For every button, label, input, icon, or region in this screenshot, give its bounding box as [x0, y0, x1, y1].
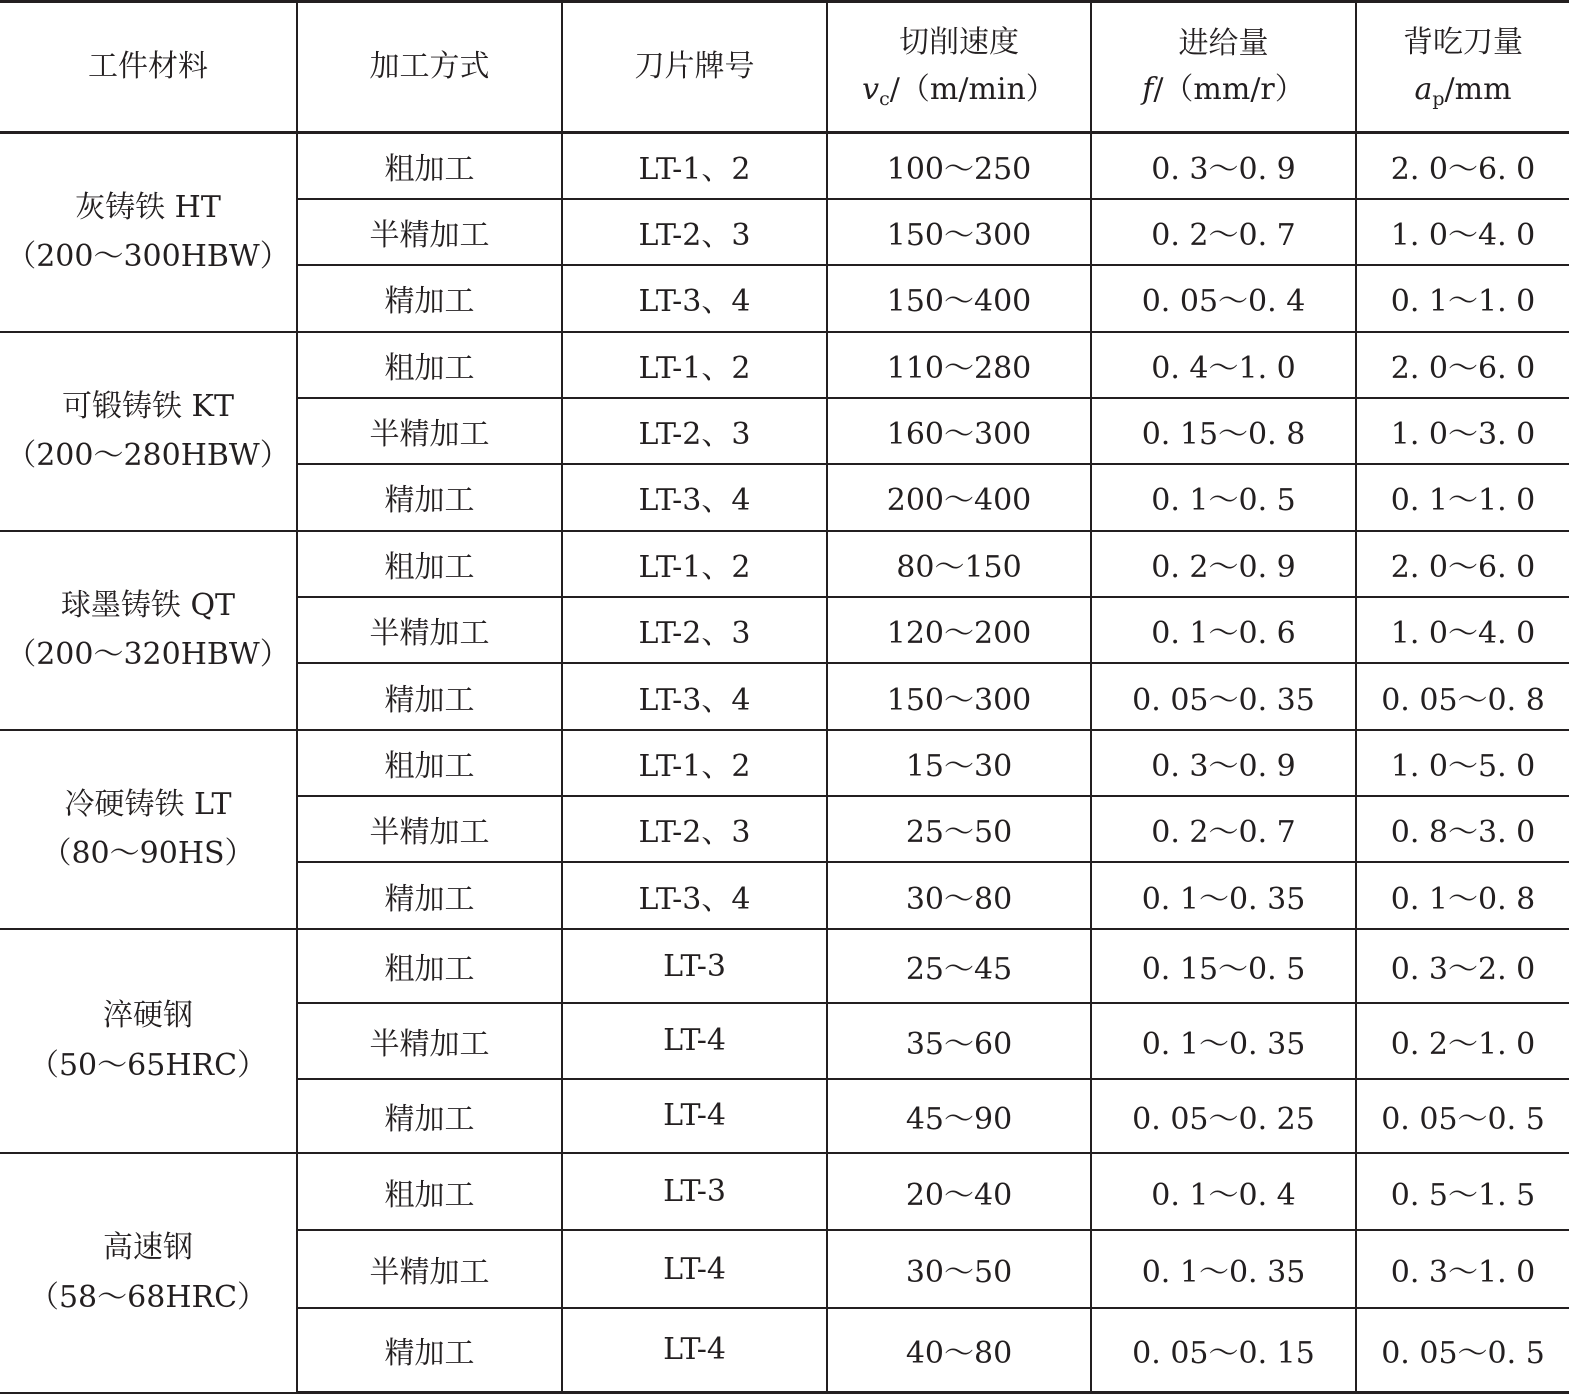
table-row	[0, 929, 1569, 1003]
feed-cell: 0. 1～0. 4	[1091, 1153, 1356, 1230]
depth-of-cut-cell: 2. 0～6. 0	[1356, 133, 1569, 199]
table-row	[0, 332, 1569, 398]
header-feed-title: 进给量	[1178, 25, 1269, 61]
grade-cell: LT-3、4	[562, 862, 827, 928]
method-cell: 半精加工	[297, 1003, 562, 1078]
cutting-speed-cell: 160～300	[827, 398, 1091, 464]
speed-subscript: c	[879, 87, 890, 110]
material-name: 灰铸铁 HT	[75, 189, 221, 225]
grade-cell: LT-1、2	[562, 133, 827, 199]
feed-cell: 0. 2～0. 7	[1091, 796, 1356, 862]
depth-of-cut-cell: 0. 1～1. 0	[1356, 265, 1569, 331]
method-cell: 半精加工	[297, 199, 562, 265]
grade-cell: LT-1、2	[562, 730, 827, 796]
depth-unit: /mm	[1444, 71, 1512, 107]
grade-cell: LT-3	[562, 929, 827, 1003]
grade-cell: LT-3、4	[562, 464, 827, 530]
feed-cell: 0. 3～0. 9	[1091, 730, 1356, 796]
method-cell: 精加工	[297, 464, 562, 530]
depth-symbol: a	[1414, 71, 1433, 107]
depth-of-cut-cell: 1. 0～4. 0	[1356, 199, 1569, 265]
header-feed-unit-line	[1092, 67, 1355, 114]
depth-of-cut-cell: 1. 0～3. 0	[1356, 398, 1569, 464]
material-cell	[0, 730, 297, 929]
method-cell: 精加工	[297, 1308, 562, 1393]
header-speed-title: 切削速度	[899, 25, 1019, 61]
depth-of-cut-cell: 2. 0～6. 0	[1356, 531, 1569, 597]
cutting-speed-cell: 30～50	[827, 1230, 1091, 1307]
grade-cell: LT-1、2	[562, 332, 827, 398]
method-cell: 粗加工	[297, 531, 562, 597]
depth-of-cut-cell: 0. 3～1. 0	[1356, 1230, 1569, 1307]
method-cell: 半精加工	[297, 796, 562, 862]
cutting-speed-cell: 40～80	[827, 1308, 1091, 1393]
material-name: 淬硬钢	[103, 998, 193, 1034]
method-cell: 半精加工	[297, 398, 562, 464]
method-cell: 粗加工	[297, 332, 562, 398]
depth-of-cut-cell: 1. 0～5. 0	[1356, 730, 1569, 796]
speed-unit: /（m/min）	[889, 71, 1056, 107]
material-hardness: （200～320HBW）	[6, 637, 290, 673]
material-hardness: （58～68HRC）	[28, 1279, 268, 1315]
depth-of-cut-cell: 0. 1～0. 8	[1356, 862, 1569, 928]
method-cell: 精加工	[297, 1079, 562, 1153]
depth-of-cut-cell: 1. 0～4. 0	[1356, 597, 1569, 663]
method-cell: 精加工	[297, 862, 562, 928]
feed-cell: 0. 1～0. 5	[1091, 464, 1356, 530]
header-depth-title: 背吃刀量	[1403, 25, 1523, 61]
feed-cell: 0. 3～0. 9	[1091, 133, 1356, 199]
header-grade: 刀片牌号	[562, 2, 827, 133]
depth-of-cut-cell: 0. 3～2. 0	[1356, 929, 1569, 1003]
cutting-speed-cell: 35～60	[827, 1003, 1091, 1078]
grade-cell: LT-1、2	[562, 531, 827, 597]
depth-of-cut-cell: 2. 0～6. 0	[1356, 332, 1569, 398]
cutting-speed-cell: 120～200	[827, 597, 1091, 663]
speed-symbol: v	[862, 71, 880, 107]
feed-cell: 0. 2～0. 7	[1091, 199, 1356, 265]
cutting-speed-cell: 30～80	[827, 862, 1091, 928]
feed-cell: 0. 05～0. 15	[1091, 1308, 1356, 1393]
header-speed-unit-line	[828, 67, 1090, 114]
cutting-speed-cell: 45～90	[827, 1079, 1091, 1153]
depth-of-cut-cell: 0. 2～1. 0	[1356, 1003, 1569, 1078]
cutting-speed-cell: 100～250	[827, 133, 1091, 199]
cutting-speed-cell: 20～40	[827, 1153, 1091, 1230]
material-name: 冷硬铸铁 LT	[64, 786, 232, 822]
feed-cell: 0. 05～0. 35	[1091, 663, 1356, 729]
method-cell: 粗加工	[297, 133, 562, 199]
material-hardness: （50～65HRC）	[28, 1047, 268, 1083]
header-material: 工件材料	[0, 2, 297, 133]
depth-subscript: p	[1432, 87, 1445, 110]
method-cell: 粗加工	[297, 730, 562, 796]
grade-cell: LT-2、3	[562, 796, 827, 862]
depth-of-cut-cell: 0. 5～1. 5	[1356, 1153, 1569, 1230]
material-cell	[0, 929, 297, 1153]
method-cell: 粗加工	[297, 1153, 562, 1230]
feed-symbol: f	[1142, 72, 1154, 107]
cutting-speed-cell: 25～45	[827, 929, 1091, 1003]
cutting-speed-cell: 110～280	[827, 332, 1091, 398]
feed-cell: 0. 1～0. 35	[1091, 1230, 1356, 1307]
feed-cell: 0. 1～0. 35	[1091, 862, 1356, 928]
feed-cell: 0. 05～0. 4	[1091, 265, 1356, 331]
header-method: 加工方式	[297, 2, 562, 133]
feed-cell: 0. 15～0. 8	[1091, 398, 1356, 464]
grade-cell: LT-2、3	[562, 597, 827, 663]
header-row	[0, 2, 1569, 133]
table-row	[0, 730, 1569, 796]
grade-cell: LT-4	[562, 1003, 827, 1078]
material-hardness: （80～90HS）	[41, 836, 255, 872]
material-cell	[0, 133, 297, 332]
material-name: 高速钢	[103, 1230, 193, 1266]
material-name: 可锻铸铁 KT	[62, 388, 234, 424]
grade-cell: LT-3	[562, 1153, 827, 1230]
grade-cell: LT-4	[562, 1230, 827, 1307]
header-depth-of-cut	[1356, 2, 1569, 133]
feed-unit: /（mm/r）	[1153, 72, 1305, 107]
table-row	[0, 531, 1569, 597]
material-hardness: （200～280HBW）	[6, 438, 290, 474]
table-body	[0, 133, 1569, 1393]
method-cell: 半精加工	[297, 597, 562, 663]
grade-cell: LT-3、4	[562, 265, 827, 331]
feed-cell: 0. 15～0. 5	[1091, 929, 1356, 1003]
depth-of-cut-cell: 0. 05～0. 8	[1356, 663, 1569, 729]
material-name: 球墨铸铁 QT	[60, 587, 236, 623]
depth-of-cut-cell: 0. 8～3. 0	[1356, 796, 1569, 862]
feed-cell: 0. 05～0. 25	[1091, 1079, 1356, 1153]
material-hardness: （200～300HBW）	[6, 239, 290, 275]
grade-cell: LT-3、4	[562, 663, 827, 729]
method-cell: 精加工	[297, 265, 562, 331]
feed-cell: 0. 1～0. 6	[1091, 597, 1356, 663]
feed-cell: 0. 4～1. 0	[1091, 332, 1356, 398]
grade-cell: LT-2、3	[562, 398, 827, 464]
method-cell: 粗加工	[297, 929, 562, 1003]
header-depth-unit-line	[1357, 67, 1569, 114]
depth-of-cut-cell: 0. 05～0. 5	[1356, 1079, 1569, 1153]
material-cell	[0, 1153, 297, 1392]
feed-cell: 0. 2～0. 9	[1091, 531, 1356, 597]
cutting-speed-cell: 150～400	[827, 265, 1091, 331]
header-cutting-speed	[827, 2, 1091, 133]
grade-cell: LT-4	[562, 1079, 827, 1153]
grade-cell: LT-2、3	[562, 199, 827, 265]
cutting-speed-cell: 80～150	[827, 531, 1091, 597]
header-feed	[1091, 2, 1356, 133]
table-row	[0, 133, 1569, 199]
cutting-speed-cell: 150～300	[827, 663, 1091, 729]
method-cell: 精加工	[297, 663, 562, 729]
grade-cell: LT-4	[562, 1308, 827, 1393]
depth-of-cut-cell: 0. 1～1. 0	[1356, 464, 1569, 530]
method-cell: 半精加工	[297, 1230, 562, 1307]
cutting-speed-cell: 200～400	[827, 464, 1091, 530]
depth-of-cut-cell: 0. 05～0. 5	[1356, 1308, 1569, 1393]
feed-cell: 0. 1～0. 35	[1091, 1003, 1356, 1078]
material-cell	[0, 332, 297, 531]
table-row	[0, 1153, 1569, 1230]
material-cell	[0, 531, 297, 730]
cutting-speed-cell: 25～50	[827, 796, 1091, 862]
cutting-speed-cell: 150～300	[827, 199, 1091, 265]
cutting-speed-cell: 15～30	[827, 730, 1091, 796]
